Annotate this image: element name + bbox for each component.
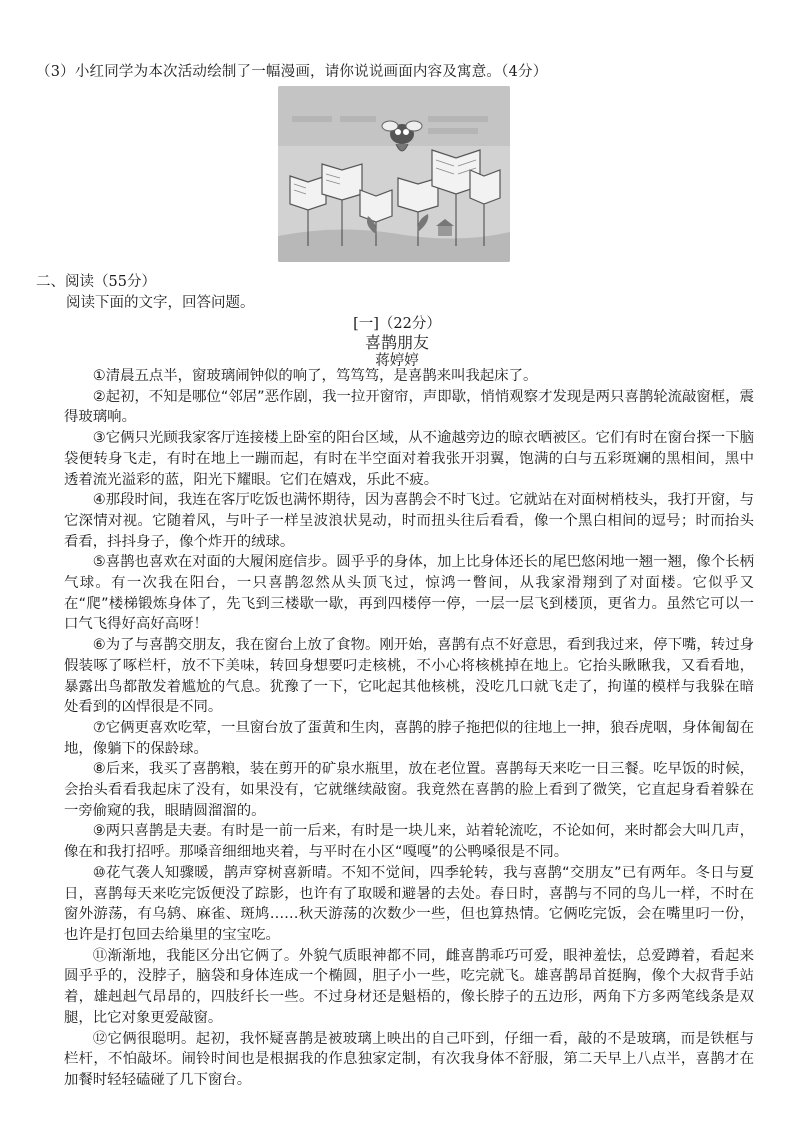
question-3-text: （3）小红同学为本次活动绘制了一幅漫画，请你说说画面内容及寓意。（4分） (36, 64, 548, 80)
paragraph: ②起初，不知是哪位“邻居”恶作剧，我一拉开窗帘，声即歇，悄悄观察才发现是两只喜鹊轮流敲窗框，震得玻璃响。 (64, 388, 754, 426)
part-label: [一]（22分） (353, 316, 441, 332)
article-title: 喜鹊朋友 (364, 333, 429, 352)
paragraph: ⑫它俩很聪明。起初，我怀疑喜鹊是被玻璃上映出的自己吓到，仔细一看，敲的不是玻璃，而是铁框与栏杆，不怕敲坏。闹铃时间也是根据我的作息独家定制，有次我身体不舒服，第二天早上八点半，喜鹊才在加餐时轻轻磕碰了几下窗台。 (64, 1030, 754, 1088)
section-instruction: 阅读下面的文字，回答问题。 (66, 295, 255, 311)
article-author: 蒋婷婷 (375, 353, 419, 369)
paragraph: ⑤喜鹊也喜欢在对面的大履闲庭信步。圆乎乎的身体，加上比身体还长的尾巴悠闲地一翘一翘，像个长柄气球。有一次我在阳台，一只喜鹊忽然从头顶飞过，惊鸿一瞥间，从我家滑翔到了对面楼。它似乎又在“爬”楼梯锻炼身体了，先飞到三楼歇一歇，再到四楼停一停，一层一层飞到楼顶，更省力。虽然它可以一口气飞得好高好高呀！ (64, 554, 754, 633)
article-body (64, 366, 754, 1091)
paragraph: ④那段时间，我连在客厅吃饭也满怀期待，因为喜鹊会不时飞过。它就站在对面树梢枝头，我打开窗，与它深情对视。它随着风，与叶子一样呈波浪状晃动，时而扭头往后看看，像一个黑白相间的逗号；时而抬头看看，抖抖身子，像个炸开的绒球。 (64, 492, 754, 550)
paragraph: ①清晨五点半，窗玻璃闹钟似的响了，笃笃笃，是喜鹊来叫我起床了。 (92, 368, 538, 384)
section-heading: 二、阅读（55分） (36, 274, 156, 290)
paragraph: ③它俩只光顾我家客厅连接楼上卧室的阳台区域，从不逾越旁边的晾衣晒被区。它们有时在窗台探一下脑袋便转身飞走，有时在地上一蹦而起，有时在半空面对着我张开羽翼，饱满的白与五彩斑斓的黑相间，黑中透着流光溢彩的蓝，阳光下耀眼。它们在嬉戏，乐此不疲。 (64, 430, 754, 488)
comic-image (278, 86, 510, 262)
paragraph: ⑩花气袭人知骤暖，鹊声穿树喜新晴。不知不觉间，四季轮转，我与喜鹊“交朋友”已有两年。冬日与夏日，喜鹊每天来吃完饭便没了踪影，也许有了取暖和避暑的去处。春日时，喜鹊与不同的鸟儿一样，不时在窗外游荡，有乌鸫、麻雀、斑鸠……秋天游荡的次数少一些，但也算热情。它俩吃完饭，会在嘴里叼一份，也许是打包回去给巢里的宝宝吃。 (64, 864, 754, 943)
paragraph: ⑪渐渐地，我能区分出它俩了。外貌气质眼神都不同，雌喜鹊乖巧可爱，眼神羞怯，总爱蹲着，看起来圆乎乎的，没脖子，脑袋和身体连成一个椭圆，胆子小一些，吃完就飞。雄喜鹊昂首挺胸，像个大叔背手站着，雄赳赳气昂昂的，四肢纤长一些。不过身材还是魁梧的，像长脖子的五边形，两角下方多两笔线条是双腿，比它对象更爱敲窗。 (64, 947, 754, 1026)
paragraph: ⑦它俩更喜欢吃荤，一旦窗台放了蛋黄和生肉，喜鹊的脖子拖把似的往地上一抻，狼吞虎咽，身体匍匐在地，像躺下的保龄球。 (64, 719, 754, 757)
paragraph: ⑧后来，我买了喜鹊粮，装在剪开的矿泉水瓶里，放在老位置。喜鹊每天来吃一日三餐。吃早饭的时候，会抬头看看我起床了没有，如果没有，它就继续敲窗。我竟然在喜鹊的脸上看到了微笑，它直起身看着躲在一旁偷窥的我，眼睛圆溜溜的。 (64, 761, 754, 819)
paragraph: ⑨两只喜鹊是夫妻。有时是一前一后来，有时是一块儿来，站着轮流吃，不论如何，来时都会大叫几声，像在和我打招呼。那嗓音细细地夹着，与平时在小区“嘎嘎”的公鸭嗓很是不同。 (64, 823, 754, 861)
paragraph: ⑥为了与喜鹊交朋友，我在窗台上放了食物。刚开始，喜鹊有点不好意思，看到我过来，停下嘴，转过身假装啄了啄栏杆，放不下美味，转回身想要叼走核桃，不小心将核桃掉在地上。它抬头瞅瞅我，又看看地，暴露出鸟都散发着尴尬的气息。犹豫了一下，它叱起其他核桃，没吃几口就飞走了，拘谨的模样与我躲在暗处看到的凶悍很是不同。 (64, 637, 754, 716)
